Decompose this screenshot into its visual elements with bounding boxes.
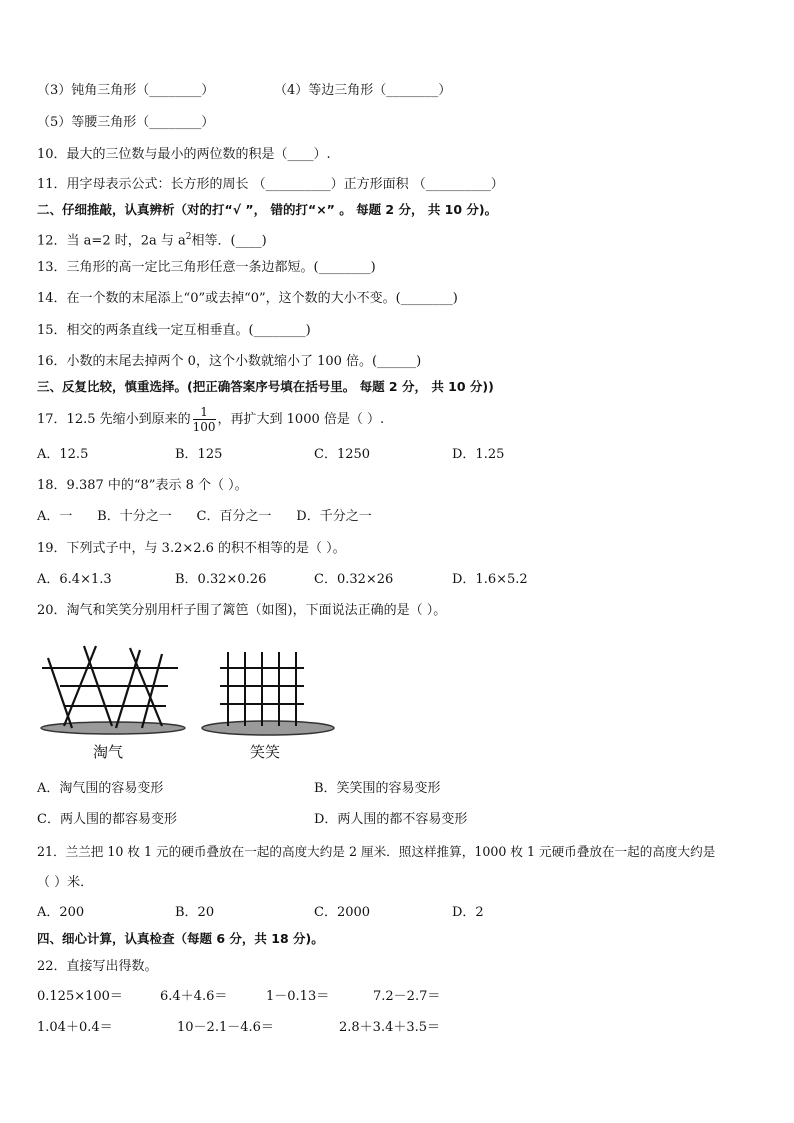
q17-option-d: D．1.25 [452,447,505,462]
q12-text-b: 相等．(____) [191,233,267,249]
q12-superscript: 2 [185,232,192,242]
q21-option-d: D．2 [452,905,484,920]
question-15: 15．相交的两条直线一定互相垂直。(________) [37,323,311,338]
q17-text-a: 17．12.5 先缩小到原来的 [37,412,191,427]
q18-options: A．一 B．十分之一 C．百分之一 D．千分之一 [37,509,372,524]
q19-option-b: B．0.32×0.26 [175,572,267,587]
calc-2-2: 10－2.1－4.6＝ [177,1020,274,1035]
xiaoxiao-label: 笑笑 [250,743,281,761]
question-10: 10．最大的三位数与最小的两位数的积是（____）. [37,147,331,162]
q20-option-a: A．淘气围的容易变形 [37,781,164,796]
calc-1-3: 1－0.13＝ [266,989,330,1004]
question-19: 19．下列式子中，与 3.2×2.6 的积不相等的是（ ）。 [37,541,346,556]
question-21: 21．兰兰把 10 枚 1 元的硬币叠放在一起的高度大约是 2 厘米．照这样推算，1000 枚 1 元硬币叠放在一起的高度大约是 [37,844,716,859]
q20-option-d: D．两人围的都不容易变形 [314,812,468,827]
q19-option-d: D．1.6×5.2 [452,572,528,587]
q9-item-4: （4）等边三角形（________） [274,83,452,98]
q21-option-a: A．200 [37,905,85,920]
xiaoxiao-ground [202,721,334,735]
q17-text-b: ，再扩大到 1000 倍是（ ）. [217,412,385,427]
q17-option-a: A．12.5 [37,447,89,462]
q19-option-c: C．0.32×26 [314,572,394,587]
question-17 [37,403,384,437]
q9-item-3: （3）钝角三角形（________） [37,83,215,98]
q17-fraction [193,405,216,434]
calc-1-2: 6.4＋4.6＝ [160,989,228,1004]
q17-option-c: C．1250 [314,447,371,462]
q17-numerator: 1 [193,405,216,420]
question-14: 14．在一个数的末尾添上“0”或去掉“0”，这个数的大小不变。(________) [37,291,458,306]
question-16: 16．小数的末尾去掉两个 0，这个小数就缩小了 100 倍。(______) [37,354,422,369]
section-4-heading: 四、细心计算，认真检查（每题 6 分，共 18 分)。 [37,931,324,946]
question-12 [37,228,267,250]
q20-option-b: B．笑笑围的容易变形 [314,781,441,796]
xiaoxiao-fence-figure [200,648,340,740]
taoqi-ground [41,722,185,734]
calc-2-1: 1.04＋0.4＝ [37,1020,113,1035]
q17-option-b: B．125 [175,447,223,462]
question-20: 20．淘气和笑笑分别用杆子围了篱笆（如图)，下面说法正确的是（ ）。 [37,603,447,618]
q12-text-a: 12．当 a=2 时，2a 与 a [37,233,186,249]
question-11: 11．用字母表示公式：长方形的周长 （__________）正方形面积 （__________） [37,177,504,192]
taoqi-label: 淘气 [93,743,124,761]
calc-1-1: 0.125×100＝ [37,989,123,1004]
q21-option-c: C．2000 [314,905,371,920]
q21-option-b: B．20 [175,905,215,920]
question-21-blank: （ ）米． [37,875,94,890]
question-13: 13．三角形的高一定比三角形任意一条边都短。(________) [37,260,376,275]
section-2-heading: 二、仔细推敲，认真辨析（对的打“√ ”， 错的打“×” 。 每题 2 分， 共 10 分)。 [37,202,498,217]
section-3-heading: 三、反复比较，慎重选择。(把正确答案序号填在括号里。 每题 2 分， 共 10 分)) [37,379,494,394]
q19-option-a: A．6.4×1.3 [37,572,112,587]
q17-denominator: 100 [192,420,216,434]
q20-option-c: C．两人围的都容易变形 [37,812,177,827]
q9-item-5: （5）等腰三角形（________） [37,115,215,130]
question-18: 18．9.387 中的“8”表示 8 个（ ）。 [37,478,248,493]
calc-2-3: 2.8＋3.4＋3.5＝ [339,1020,441,1035]
xiaoxiao-poles [228,652,296,726]
calc-1-4: 7.2－2.7＝ [373,989,441,1004]
question-22: 22．直接写出得数。 [37,959,158,974]
taoqi-fence-figure [38,640,188,740]
